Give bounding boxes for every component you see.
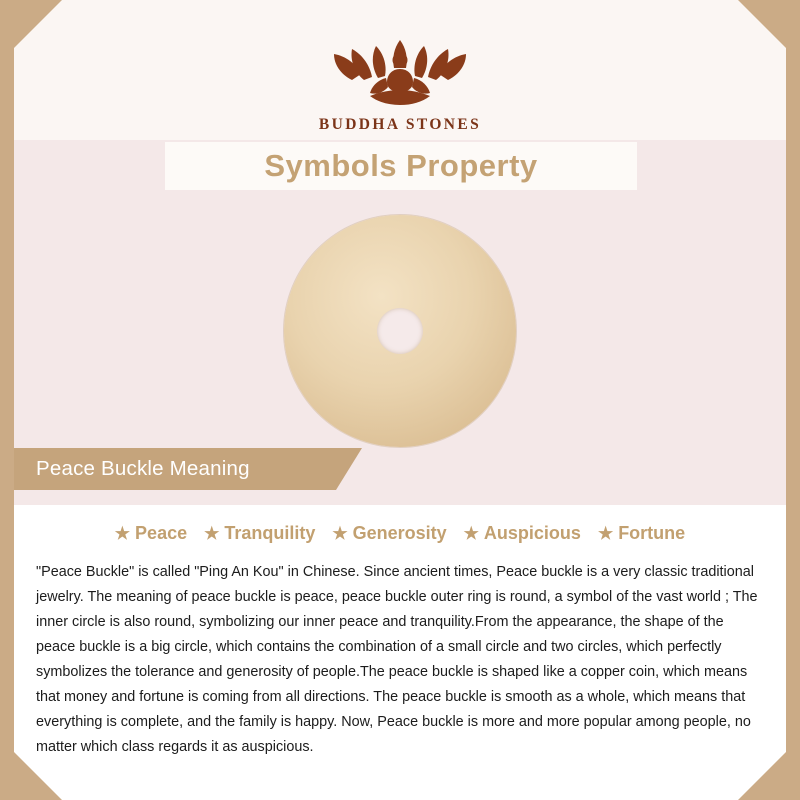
title-band	[165, 142, 637, 190]
keyword-item	[598, 523, 685, 544]
keyword-item	[332, 523, 446, 544]
keyword-label: Auspicious	[483, 523, 581, 543]
keyword-item	[464, 523, 581, 544]
product-image	[0, 215, 800, 447]
star-icon: ★	[114, 524, 131, 543]
peace-buckle-inner-hole	[377, 308, 423, 354]
peace-buckle-disc	[284, 215, 516, 447]
star-icon: ★	[597, 524, 614, 543]
keyword-item	[115, 523, 187, 544]
lotus-meditation-figure-icon	[320, 18, 480, 110]
star-icon: ★	[463, 524, 479, 543]
keyword-label: Tranquility	[224, 523, 316, 543]
section-ribbon-label: Peace Buckle Meaning	[36, 457, 250, 480]
brand-name: BUDDHA STONES	[318, 116, 482, 133]
brand-logo	[0, 18, 800, 134]
star-icon: ★	[204, 524, 220, 543]
keyword-item	[204, 523, 315, 544]
section-ribbon	[14, 448, 336, 490]
keyword-label: Fortune	[618, 523, 686, 543]
keyword-label: Generosity	[352, 523, 447, 543]
star-icon: ★	[332, 524, 348, 543]
page-title: Symbols Property	[264, 148, 538, 183]
description-paragraph: "Peace Buckle" is called "Ping An Kou" in Chinese. Since ancient times, Peace buckle is a very classic traditional jewelry. The meaning of peace buckle is peace, peace buckle outer ring is round, a symbol of the vast world ; The inner circle is also round, symbolizing our inner peace and tranquility.From the appearance, the shape of the peace buckle is a big circle, which contains the combination of a small circle and two circles, which perfectly symbolizes the tolerance and generosity of people.The peace buckle is shaped like a copper coin, which means that money and fortune is coming from all directions. The peace buckle is smooth as a whole, which means that everything is complete, and the family is happy. Now, Peace buckle is more and more popular among people, no matter which class regards it as auspicious.	[36, 564, 758, 755]
keyword-row	[0, 523, 800, 544]
keyword-label: Peace	[135, 523, 188, 543]
section-ribbon-tail	[336, 448, 362, 490]
